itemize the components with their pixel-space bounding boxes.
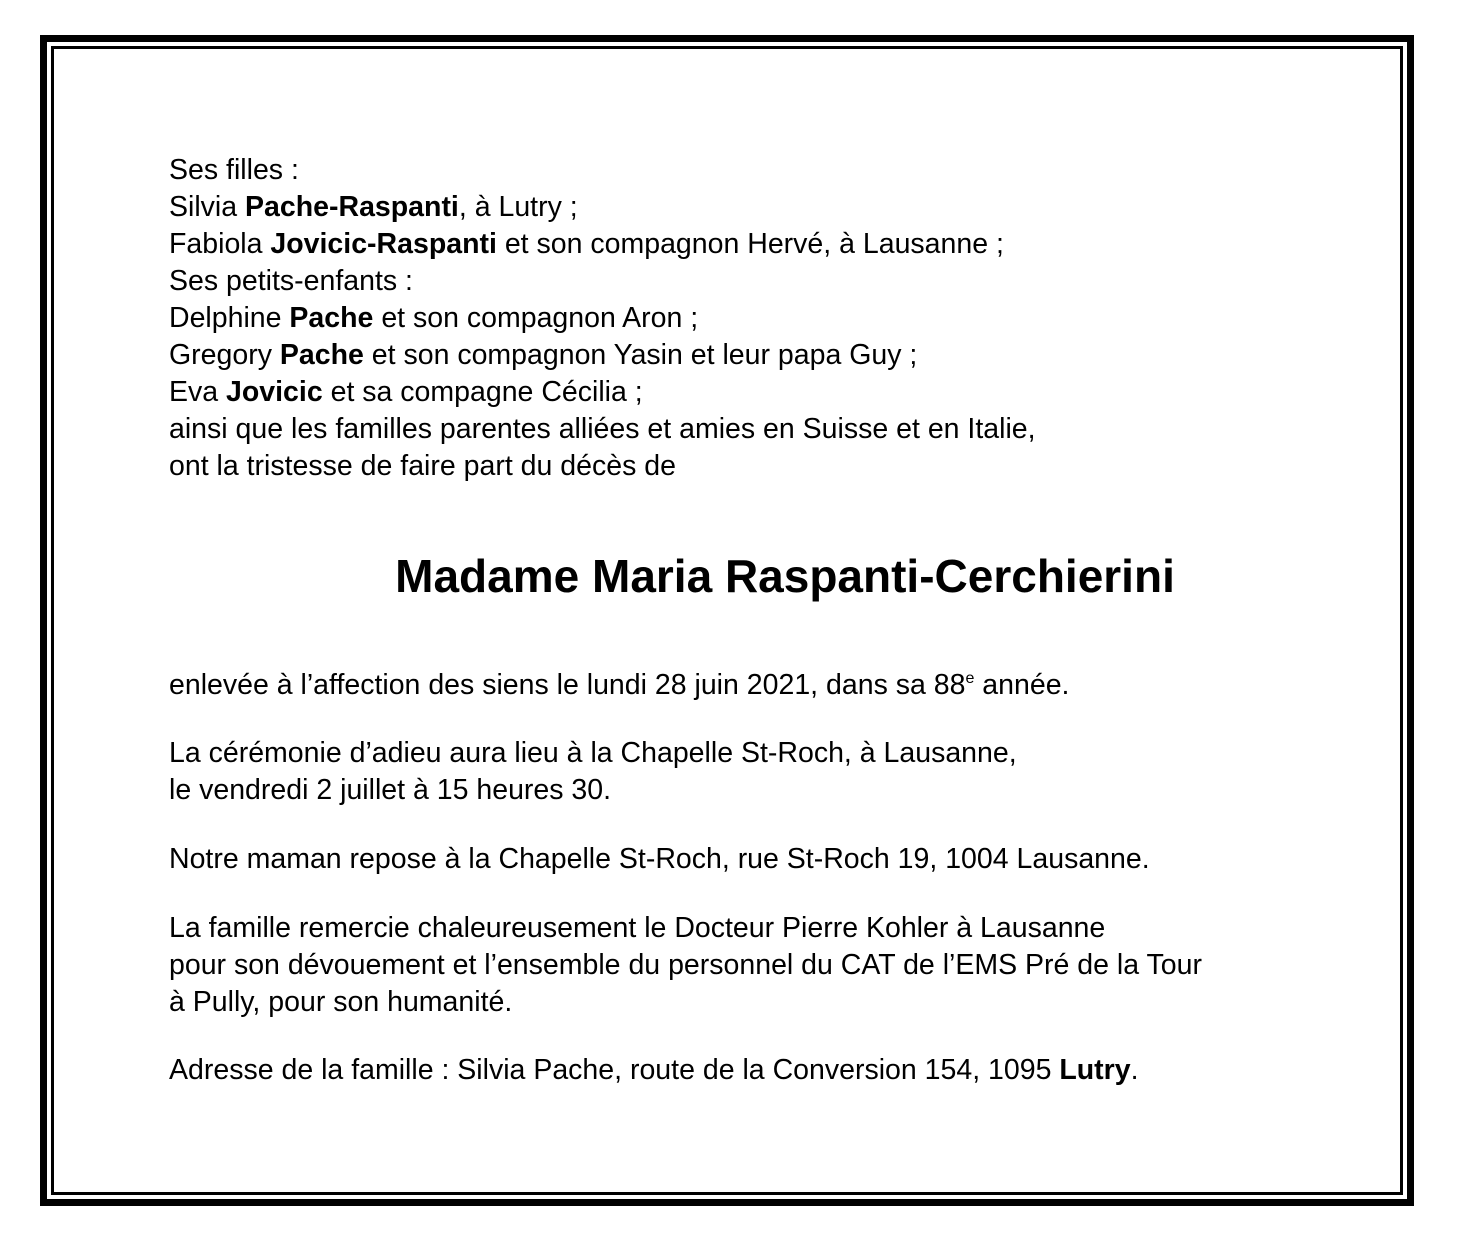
grandchild-line-1: Delphine Pache et son compagnon Aron ;	[169, 302, 699, 334]
address-city: Lutry	[1059, 1054, 1131, 1086]
death-paragraph: enlevée à l’affection des siens le lundi 28 juin 2021, dans sa 88e année.	[169, 669, 1070, 701]
grandchild-line-3: Eva Jovicic et sa compagne Cécilia ;	[169, 376, 643, 408]
thanks-paragraph	[169, 910, 1202, 1021]
daughter-line-2: Fabiola Jovicic-Raspanti et son compagnon Hervé, à Lausanne ;	[169, 228, 1004, 260]
grandchildren-heading: Ses petits-enfants :	[169, 265, 413, 297]
thanks-line-3: à Pully, pour son humanité.	[169, 986, 513, 1018]
thanks-line-1: La famille remercie chaleureusement le Docteur Pierre Kohler à Lausanne	[169, 912, 1106, 944]
ordinal-suffix: e	[965, 670, 975, 687]
rest-paragraph	[169, 841, 1150, 878]
ceremony-line-1: La cérémonie d’adieu aura lieu à la Chapelle St-Roch, à Lausanne,	[169, 737, 1017, 769]
family-list	[169, 152, 1036, 485]
deceased-name: Madame Maria Raspanti-Cerchierini	[395, 550, 1175, 602]
announcement-line: ont la tristesse de faire part du décès de	[169, 450, 676, 482]
ceremony-line-2: le vendredi 2 juillet à 15 heures 30.	[169, 774, 612, 806]
ceremony-paragraph	[169, 735, 1017, 809]
daughters-heading: Ses filles :	[169, 154, 299, 186]
families-line: ainsi que les familles parentes alliées et amies en Suisse et en Italie,	[169, 413, 1036, 445]
rest-line-1: Notre maman repose à la Chapelle St-Roch, rue St-Roch 19, 1004 Lausanne.	[169, 843, 1150, 875]
grandchild-line-2: Gregory Pache et son compagnon Yasin et leur papa Guy ;	[169, 339, 918, 371]
thanks-line-2: pour son dévouement et l’ensemble du personnel du CAT de l’EMS Pré de la Tour	[169, 949, 1202, 981]
address-paragraph: Adresse de la famille : Silvia Pache, route de la Conversion 154, 1095 Lutry.	[169, 1054, 1139, 1086]
daughter-line-1: Silvia Pache-Raspanti, à Lutry ;	[169, 191, 578, 223]
